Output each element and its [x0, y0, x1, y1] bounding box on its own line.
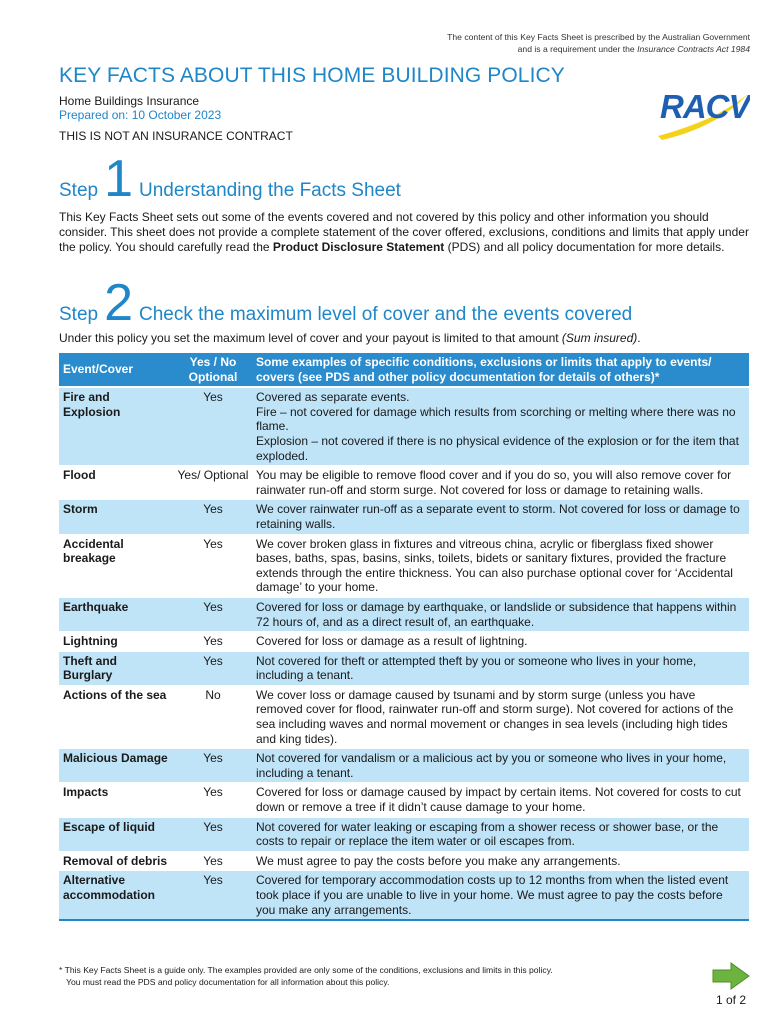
page-number: 1 of 2: [715, 993, 746, 1007]
cover-status: Yes: [173, 500, 253, 534]
step-1-text-b: (PDS) and all policy documentation for more details.: [444, 240, 725, 254]
step-1-word: Step: [59, 180, 99, 201]
header-examples: Some examples of specific conditions, exclusions or limits that apply to events/ covers (see PDS and other policy documentation for details of others)*: [253, 353, 749, 387]
table-row: [59, 500, 749, 534]
detail-line: We cover broken glass in fixtures and vitreous china, acrylic or fiberglass fixed shower bases, baths, spas, basins, sinks, toilets, bidets or sanitary fixtures, provided the fracture extends through the entire thickness. You can also purchase optional cover for ‘Accidental damage’ to your home.: [256, 536, 733, 595]
step-1-title: Understanding the Facts Sheet: [139, 180, 401, 201]
disclaimer-act: Insurance Contracts Act 1984: [637, 43, 750, 54]
cover-status: Yes: [173, 651, 253, 685]
table-row: [59, 387, 749, 465]
detail-line: Covered for temporary accommodation costs up to 12 months from when the listed event took place if you are unable to live in your home. We must agree to pay the costs before you make any arrangements.: [256, 873, 729, 917]
step-1-number: 1: [104, 150, 134, 208]
step-2-text: [59, 331, 749, 346]
cover-details: [253, 783, 749, 817]
step-2-text-italic: (Sum insured): [561, 331, 638, 345]
step-2-text-b: .: [637, 331, 641, 345]
detail-line: Covered as separate events.: [256, 390, 410, 405]
cover-details: [253, 871, 749, 920]
cover-table-header: [59, 353, 749, 387]
event-name: Accidental breakage: [59, 534, 173, 597]
step-2-heading: [59, 274, 633, 332]
cover-status: Yes/ Optional: [173, 466, 253, 500]
detail-line: Not covered for theft or attempted theft by you or someone who lives in your home, including a tenant.: [256, 653, 697, 683]
table-row: [59, 817, 749, 851]
detail-line: We cover rainwater run-off as a separate event to storm. Not covered for loss or damage to retaining walls.: [256, 502, 740, 531]
footnote: [59, 965, 699, 988]
detail-line: You may be eligible to remove flood cover and if you do so, you will also remove cover for rainwater run-off and storm surge. Not covered for loss or damage to retaining walls.: [256, 468, 732, 497]
cover-status: Yes: [173, 871, 253, 920]
cover-status: Yes: [173, 534, 253, 597]
step-1-heading: [59, 150, 401, 208]
detail-line: Not covered for vandalism or a malicious act by you or someone who lives in your home, including a tenant.: [256, 751, 727, 780]
cover-details: [253, 500, 749, 534]
cover-table-body: [59, 387, 749, 920]
detail-line: Covered for loss or damage as a result of lightning.: [256, 634, 528, 649]
cover-details: [253, 632, 749, 652]
detail-line: Covered for loss or damage by earthquake, or landslide or subsidence that happens within 72 hours of, and as a direct result of, an earthquake.: [256, 599, 737, 629]
cover-status: Yes: [173, 749, 253, 783]
step-1-text: [59, 210, 749, 255]
arrow-right-icon[interactable]: [711, 962, 751, 990]
step-2-text-a: Under this policy you set the maximum level of cover and your payout is limited to that amount: [59, 331, 562, 345]
step-1-text-bold: Product Disclosure Statement: [272, 240, 445, 254]
event-name: Storm: [59, 500, 173, 534]
detail-line: Explosion – not covered if there is no physical evidence of the explosion or for the item that exploded.: [256, 433, 739, 463]
cover-status: No: [173, 685, 253, 748]
cover-details: [253, 749, 749, 783]
table-row: [59, 597, 749, 631]
event-name: Removal of debris: [59, 851, 173, 871]
racv-logo-text: RACV: [660, 88, 750, 125]
not-contract-notice: THIS IS NOT AN INSURANCE CONTRACT: [59, 129, 293, 143]
cover-details: [253, 466, 749, 500]
cover-details: [253, 651, 749, 685]
event-name: Malicious Damage: [59, 749, 173, 783]
cover-status: Yes: [173, 783, 253, 817]
table-row: [59, 651, 749, 685]
table-row: [59, 685, 749, 748]
event-name: Escape of liquid: [59, 817, 173, 851]
event-name: Actions of the sea: [59, 685, 173, 748]
event-name: Fire and Explosion: [59, 387, 173, 465]
detail-line: Covered for loss or damage caused by impact by certain items. Not covered for costs to cut down or remove a tree if it didn’t cause damage to your home.: [256, 785, 741, 815]
table-row: [59, 871, 749, 920]
step-2-word: Step: [59, 304, 99, 325]
prepared-date: Prepared on: 10 October 2023: [59, 108, 222, 122]
table-row: [59, 466, 749, 500]
table-row: [59, 534, 749, 597]
step-2-title: Check the maximum level of cover and the events covered: [139, 304, 633, 325]
detail-line: Fire – not covered for damage which results from scorching or melting where there was no flame.: [256, 404, 736, 434]
table-row: [59, 783, 749, 817]
detail-line: Not covered for water leaking or escaping from a shower recess or shower base, or the costs to repair or replace the item water or oil escapes from.: [256, 819, 719, 849]
disclaimer-line-2: [330, 44, 750, 56]
cover-details: [253, 597, 749, 631]
event-name: Lightning: [59, 632, 173, 652]
disclaimer-prefix: and is a requirement under the: [517, 43, 638, 54]
table-row: [59, 632, 749, 652]
disclaimer: [330, 32, 750, 55]
cover-status: Yes: [173, 851, 253, 871]
cover-details: [253, 685, 749, 748]
page-title: KEY FACTS ABOUT THIS HOME BUILDING POLICY: [59, 64, 565, 87]
header-event: Event/Cover: [59, 353, 173, 387]
cover-details: [253, 387, 749, 465]
event-name: Alternative accommodation: [59, 871, 173, 920]
step-2-number: 2: [104, 274, 134, 332]
cover-status: Yes: [173, 632, 253, 652]
cover-status: Yes: [173, 387, 253, 465]
event-name: Earthquake: [59, 597, 173, 631]
cover-status: Yes: [173, 817, 253, 851]
event-name: Flood: [59, 466, 173, 500]
detail-line: We cover loss or damage caused by tsunami and by storm surge (unless you have removed cover for flood, rainwater run-off and storm surge). Not covered for actions of the sea including waves and normal movement or changes in sea levels (including high tides and king tides).: [256, 687, 734, 746]
cover-details: [253, 534, 749, 597]
header-yes-no: Yes / No Optional: [173, 353, 253, 387]
racv-logo: [656, 84, 750, 142]
cover-status: Yes: [173, 597, 253, 631]
cover-table: [59, 353, 749, 921]
disclaimer-line-1: The content of this Key Facts Sheet is prescribed by the Australian Government: [447, 32, 750, 42]
table-row: [59, 749, 749, 783]
step-1-text-a: This Key Facts Sheet sets out some of the events covered and not covered by this policy and other information you should consider. This sheet does not provide a complete statement of the cover offered, exclusions, conditions and limits that apply under the policy. You should carefully read the: [59, 210, 749, 254]
cover-details: [253, 851, 749, 871]
policy-name: Home Buildings Insurance: [59, 94, 200, 108]
footnote-line-2: You must read the PDS and policy documentation for all information about this policy.: [66, 976, 390, 987]
table-row: [59, 851, 749, 871]
cover-details: [253, 817, 749, 851]
footnote-line-1: * This Key Facts Sheet is a guide only. The examples provided are only some of the conditions, exclusions and limits in this policy.: [59, 965, 553, 975]
event-name: Theft and Burglary: [59, 651, 173, 685]
detail-line: We must agree to pay the costs before you make any arrangements.: [256, 853, 621, 868]
event-name: Impacts: [59, 783, 173, 817]
